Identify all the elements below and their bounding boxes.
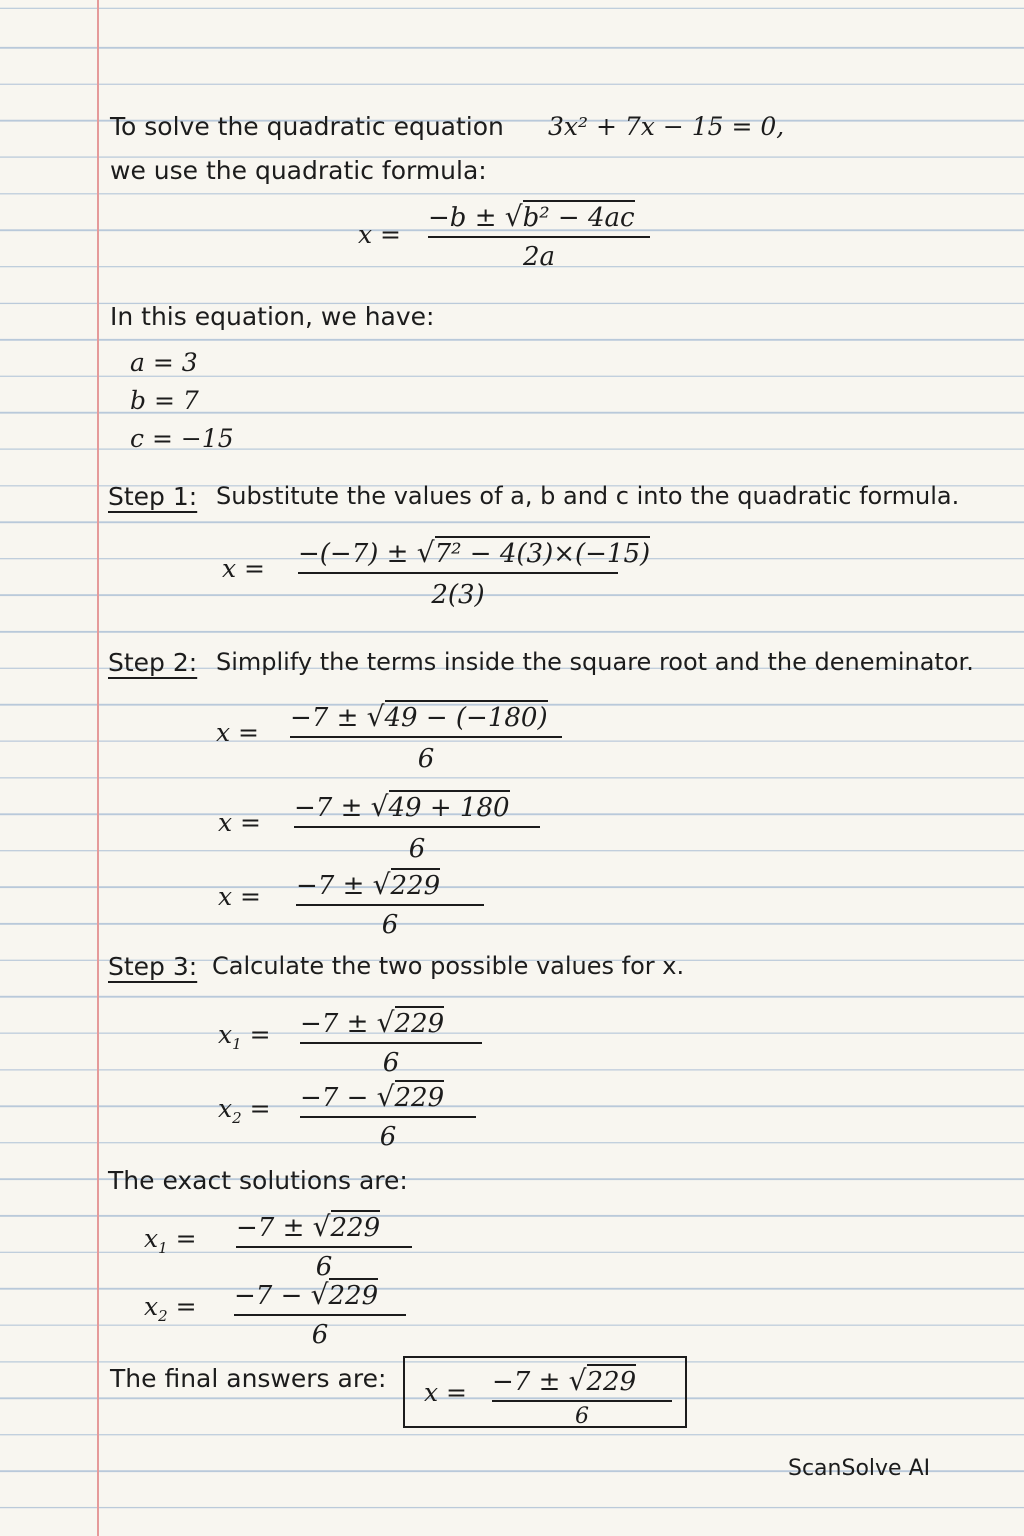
step-2-text: Simplify the terms inside the square root and the deneminator. (216, 648, 974, 676)
exact-x1-fraction (236, 1210, 412, 1282)
fraction-bar (234, 1314, 406, 1316)
coefficient-a: a = 3 (130, 348, 198, 377)
step-2-eq1-numerator: −7 ± √49 − (−180) (290, 700, 548, 733)
intro-equation: 3x² + 7x − 15 = 0, (548, 112, 785, 141)
step-3-x1-denominator: 6 (382, 1048, 400, 1078)
fraction-bar (298, 572, 618, 574)
coefficients-intro: In this equation, we have: (110, 302, 435, 331)
exact-intro: The exact solutions are: (108, 1166, 408, 1195)
exact-x1-numerator: −7 ± √229 (236, 1210, 381, 1243)
fraction-bar (428, 236, 650, 238)
exact-x1-denominator: 6 (315, 1252, 333, 1282)
intro-line-2: we use the quadratic formula: (110, 156, 487, 185)
step-2-eq2-lhs: x = (218, 808, 261, 837)
step-3-x1-numerator: −7 ± √229 (300, 1006, 445, 1039)
step-2-eq2-numerator: −7 ± √49 + 180 (294, 790, 510, 823)
exact-x2-fraction (234, 1278, 406, 1350)
step-3-x2-lhs: $x_2$ = (218, 1094, 271, 1127)
step-2-eq3-lhs: x = (218, 882, 261, 911)
step-2-eq2-denominator: 6 (408, 834, 426, 864)
step-2-eq3-fraction (296, 868, 484, 940)
step-1-text: Substitute the values of a, b and c into the quadratic formula. (216, 482, 960, 510)
fraction-bar (300, 1042, 482, 1044)
intro-line-1: To solve the quadratic equation (110, 112, 504, 141)
fraction-bar (492, 1400, 672, 1402)
step-3-x2-denominator: 6 (379, 1122, 397, 1152)
step-2-eq3-denominator: 6 (381, 910, 399, 940)
step-2-eq1-denominator: 6 (417, 744, 435, 774)
step-3-label: Step 3: (108, 952, 198, 981)
watermark: ScanSolve AI (788, 1456, 931, 1481)
coefficient-b: b = 7 (130, 386, 199, 415)
exact-x2-lhs: $x_2$ = (144, 1292, 197, 1325)
final-fraction (492, 1364, 672, 1430)
step-2-eq2-fraction (294, 790, 540, 862)
final-intro: The final answers are: (110, 1364, 387, 1393)
exact-x1-lhs: $x_1$ = (144, 1224, 197, 1257)
step-1-lhs: x = (222, 554, 265, 583)
step-1-label: Step 1: (108, 482, 198, 511)
final-denominator: 6 (575, 1404, 589, 1429)
fraction-bar (236, 1246, 412, 1248)
step-3-x1-lhs: $x_1$ = (218, 1020, 271, 1053)
step-1-fraction (298, 536, 651, 610)
step-1-denominator: 2(3) (431, 580, 485, 610)
exact-x2-numerator: −7 − √229 (234, 1278, 379, 1311)
step-2-eq3-numerator: −7 ± √229 (296, 868, 441, 901)
margin-line (97, 0, 99, 1536)
step-3-x1-fraction (300, 1006, 482, 1078)
step-2-eq1-fraction (290, 700, 562, 772)
fraction-bar (296, 904, 484, 906)
fraction-bar (294, 826, 540, 828)
formula-fraction (428, 200, 650, 270)
final-lhs: x = (424, 1378, 467, 1407)
step-1-numerator: −(−7) ± √7² − 4(3)×(−15) (298, 536, 651, 569)
step-2-eq1-lhs: x = (216, 718, 259, 747)
step-3-text: Calculate the two possible values for x. (212, 952, 685, 980)
coefficient-c: c = −15 (130, 424, 234, 453)
final-numerator: −7 ± √229 (492, 1364, 637, 1397)
fraction-bar (290, 736, 562, 738)
step-2-label: Step 2: (108, 648, 198, 677)
step-3-x2-fraction (300, 1080, 476, 1152)
step-3-x2-numerator: −7 − √229 (300, 1080, 445, 1113)
fraction-bar (300, 1116, 476, 1118)
formula-denominator: 2a (522, 242, 556, 272)
formula-numerator: −b ± √b² − 4ac (428, 200, 635, 233)
formula-lhs: x = (358, 220, 401, 249)
exact-x2-denominator: 6 (311, 1320, 329, 1350)
